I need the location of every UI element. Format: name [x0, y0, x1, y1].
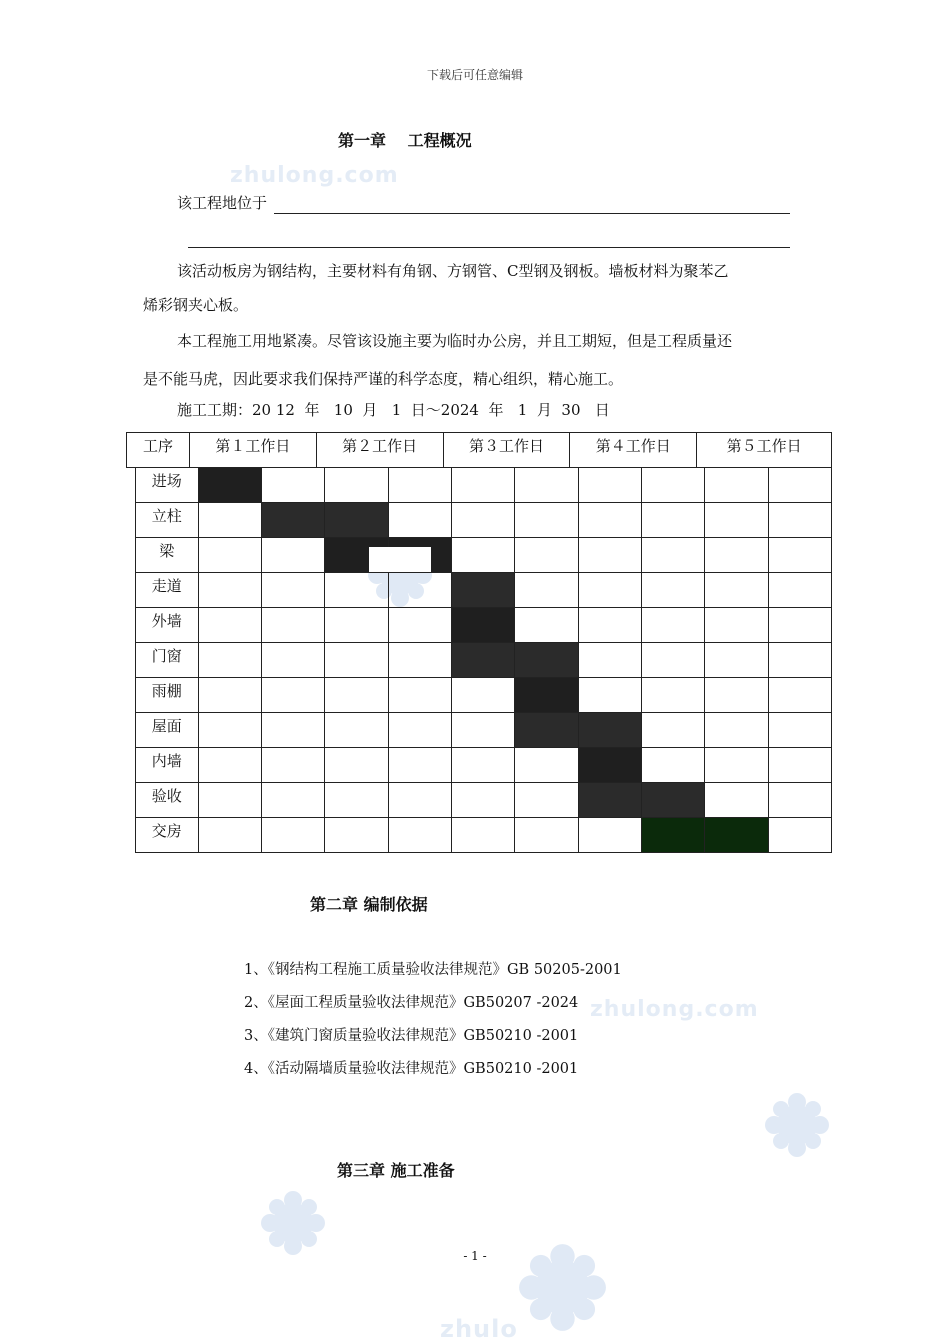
gantt-slot — [451, 713, 514, 748]
gantt-slot — [578, 643, 641, 678]
gantt-slot — [325, 608, 388, 643]
gantt-slot — [451, 818, 514, 853]
gantt-slot — [198, 643, 261, 678]
gantt-row — [136, 748, 832, 783]
gantt-slot — [261, 573, 324, 608]
gantt-bar-segment — [388, 538, 451, 573]
location-blank-line-1 — [274, 213, 790, 214]
gantt-slot — [198, 503, 261, 538]
gantt-slot — [578, 608, 641, 643]
gantt-slot — [325, 783, 388, 818]
gantt-slot — [261, 468, 324, 503]
gantt-slot — [768, 573, 831, 608]
location-label: 该工程地位于 — [177, 194, 268, 212]
gantt-slot — [768, 608, 831, 643]
gantt-row — [136, 573, 832, 608]
gantt-slot — [768, 678, 831, 713]
gantt-slot — [388, 783, 451, 818]
gantt-task-label: 屋面 — [136, 713, 199, 748]
gantt-bar-gap — [369, 547, 431, 572]
gantt-bar-segment — [578, 713, 641, 748]
gantt-slot — [515, 783, 578, 818]
gantt-slot — [641, 608, 704, 643]
chapter2-title: 第二章 编制依据 — [310, 895, 428, 914]
gantt-task-label: 验收 — [136, 783, 199, 818]
gantt-slot — [388, 678, 451, 713]
gantt-bar-segment — [261, 503, 324, 538]
chapter1-title: 第一章 工程概况 — [338, 131, 472, 150]
gantt-slot — [515, 573, 578, 608]
gantt-slot — [198, 573, 261, 608]
gantt-slot — [641, 678, 704, 713]
gantt-day-header: 第２工作日 — [316, 433, 443, 468]
gantt-task-label: 门窗 — [136, 643, 199, 678]
gantt-task-label: 梁 — [136, 538, 199, 573]
gantt-bar-segment — [515, 713, 578, 748]
gantt-task-label: 交房 — [136, 818, 199, 853]
gantt-slot — [578, 538, 641, 573]
gantt-slot — [768, 783, 831, 818]
gantt-slot — [388, 818, 451, 853]
gantt-slot — [705, 503, 768, 538]
gantt-day-header: 第４工作日 — [570, 433, 697, 468]
gantt-slot — [198, 748, 261, 783]
gantt-slot — [641, 573, 704, 608]
page-number: - 1 - — [463, 1249, 487, 1263]
gantt-row — [136, 503, 832, 538]
gantt-row — [136, 643, 832, 678]
gantt-bar-segment — [515, 643, 578, 678]
gantt-slot — [451, 503, 514, 538]
gantt-row — [136, 538, 832, 573]
gantt-bar-segment — [451, 643, 514, 678]
gantt-slot — [768, 643, 831, 678]
para2-line1: 本工程施工用地紧凑。尽管该设施主要为临时办公房，并且工期短，但是工程质量还 — [177, 332, 733, 350]
snowflake-watermark-icon — [258, 1188, 328, 1258]
gantt-slot — [515, 748, 578, 783]
gantt-slot — [325, 748, 388, 783]
gantt-slot — [261, 748, 324, 783]
gantt-slot — [451, 468, 514, 503]
para1-line1: 该活动板房为钢结构，主要材料有角钢、方钢管、C型钢及钢板。墙板材料为聚苯乙 — [177, 262, 729, 280]
gantt-slot — [705, 783, 768, 818]
gantt-task-label: 内墙 — [136, 748, 199, 783]
gantt-slot — [261, 818, 324, 853]
para2-line2: 是不能马虎，因此要求我们保持严谨的科学态度，精心组织，精心施工。 — [143, 370, 624, 388]
gantt-bar-segment — [578, 783, 641, 818]
gantt-slot — [641, 643, 704, 678]
location-blank-line-2 — [188, 247, 790, 248]
gantt-header — [126, 432, 832, 468]
reference-item: 2、《屋面工程质量验收法律规范》GB50207 -2024 — [244, 995, 579, 1011]
gantt-slot — [705, 608, 768, 643]
gantt-slot — [198, 678, 261, 713]
gantt-slot — [578, 503, 641, 538]
gantt-bar-segment — [641, 818, 704, 853]
gantt-slot — [261, 713, 324, 748]
gantt-bar-segment — [641, 783, 704, 818]
gantt-slot — [388, 608, 451, 643]
snowflake-watermark-icon — [762, 1090, 832, 1160]
gantt-slot — [261, 678, 324, 713]
gantt-corner-label: 工序 — [127, 433, 190, 468]
para1-line2: 烯彩钢夹心板。 — [143, 296, 249, 314]
gantt-bar-segment — [705, 818, 768, 853]
gantt-slot — [768, 818, 831, 853]
gantt-slot — [451, 783, 514, 818]
gantt-slot — [641, 468, 704, 503]
gantt-slot — [325, 468, 388, 503]
gantt-row — [136, 783, 832, 818]
gantt-row — [136, 713, 832, 748]
gantt-slot — [705, 713, 768, 748]
gantt-slot — [198, 818, 261, 853]
gantt-task-label: 走道 — [136, 573, 199, 608]
gantt-slot — [768, 503, 831, 538]
gantt-slot — [705, 468, 768, 503]
gantt-slot — [451, 538, 514, 573]
gantt-row — [136, 678, 832, 713]
gantt-slot — [261, 783, 324, 818]
gantt-slot — [515, 538, 578, 573]
gantt-slot — [198, 783, 261, 818]
gantt-row — [136, 608, 832, 643]
gantt-task-label: 外墙 — [136, 608, 199, 643]
gantt-slot — [705, 678, 768, 713]
gantt-slot — [388, 748, 451, 783]
gantt-slot — [325, 573, 388, 608]
gantt-bar-segment — [325, 503, 388, 538]
gantt-slot — [515, 468, 578, 503]
gantt-slot — [705, 538, 768, 573]
gantt-day-header: 第１工作日 — [189, 433, 316, 468]
gantt-bar-segment — [451, 608, 514, 643]
gantt-slot — [515, 503, 578, 538]
gantt-slot — [578, 468, 641, 503]
watermark-text: zhulo — [440, 1315, 518, 1343]
header-note: 下载后可任意编辑 — [426, 68, 523, 82]
gantt-slot — [388, 468, 451, 503]
gantt-slot — [515, 608, 578, 643]
gantt-bar-segment — [515, 678, 578, 713]
gantt-slot — [388, 713, 451, 748]
gantt-slot — [261, 608, 324, 643]
gantt-slot — [388, 573, 451, 608]
gantt-slot — [768, 538, 831, 573]
gantt-row — [136, 818, 832, 853]
gantt-slot — [325, 818, 388, 853]
gantt-slot — [641, 713, 704, 748]
gantt-body — [135, 467, 832, 853]
reference-item: 4、《活动隔墙质量验收法律规范》GB50210 -2001 — [244, 1061, 579, 1077]
gantt-slot — [768, 748, 831, 783]
gantt-slot — [578, 573, 641, 608]
watermark-text: zhulong.com — [230, 163, 399, 188]
gantt-slot — [705, 748, 768, 783]
gantt-task-label: 进场 — [136, 468, 199, 503]
gantt-slot — [578, 818, 641, 853]
gantt-slot — [705, 573, 768, 608]
watermark-text: zhulong.com — [590, 997, 759, 1022]
schedule-line: 施工工期：20 12 年 10 月 1 日～2024 年 1 月 30 日 — [177, 401, 610, 419]
gantt-slot — [325, 713, 388, 748]
gantt-day-header: 第３工作日 — [443, 433, 570, 468]
gantt-bar-segment — [198, 468, 261, 503]
gantt-row — [136, 468, 832, 503]
gantt-slot — [768, 468, 831, 503]
gantt-slot — [451, 678, 514, 713]
gantt-slot — [388, 643, 451, 678]
gantt-slot — [641, 538, 704, 573]
gantt-slot — [198, 538, 261, 573]
gantt-slot — [578, 678, 641, 713]
chapter3-title: 第三章 施工准备 — [337, 1161, 455, 1180]
gantt-slot — [198, 713, 261, 748]
gantt-slot — [261, 643, 324, 678]
gantt-slot — [451, 748, 514, 783]
gantt-slot — [515, 818, 578, 853]
gantt-bar-segment — [578, 748, 641, 783]
gantt-bar-segment — [451, 573, 514, 608]
gantt-slot — [325, 643, 388, 678]
gantt-slot — [388, 503, 451, 538]
gantt-slot — [325, 678, 388, 713]
gantt-slot — [261, 538, 324, 573]
gantt-task-label: 立柱 — [136, 503, 199, 538]
reference-item: 1、《钢结构工程施工质量验收法律规范》GB 50205-2001 — [244, 962, 622, 978]
gantt-slot — [705, 643, 768, 678]
gantt-slot — [768, 713, 831, 748]
gantt-task-label: 雨棚 — [136, 678, 199, 713]
reference-item: 3、《建筑门窗质量验收法律规范》GB50210 -2001 — [244, 1028, 579, 1044]
gantt-slot — [641, 503, 704, 538]
gantt-slot — [641, 748, 704, 783]
gantt-day-header: 第５工作日 — [697, 433, 832, 468]
gantt-slot — [198, 608, 261, 643]
